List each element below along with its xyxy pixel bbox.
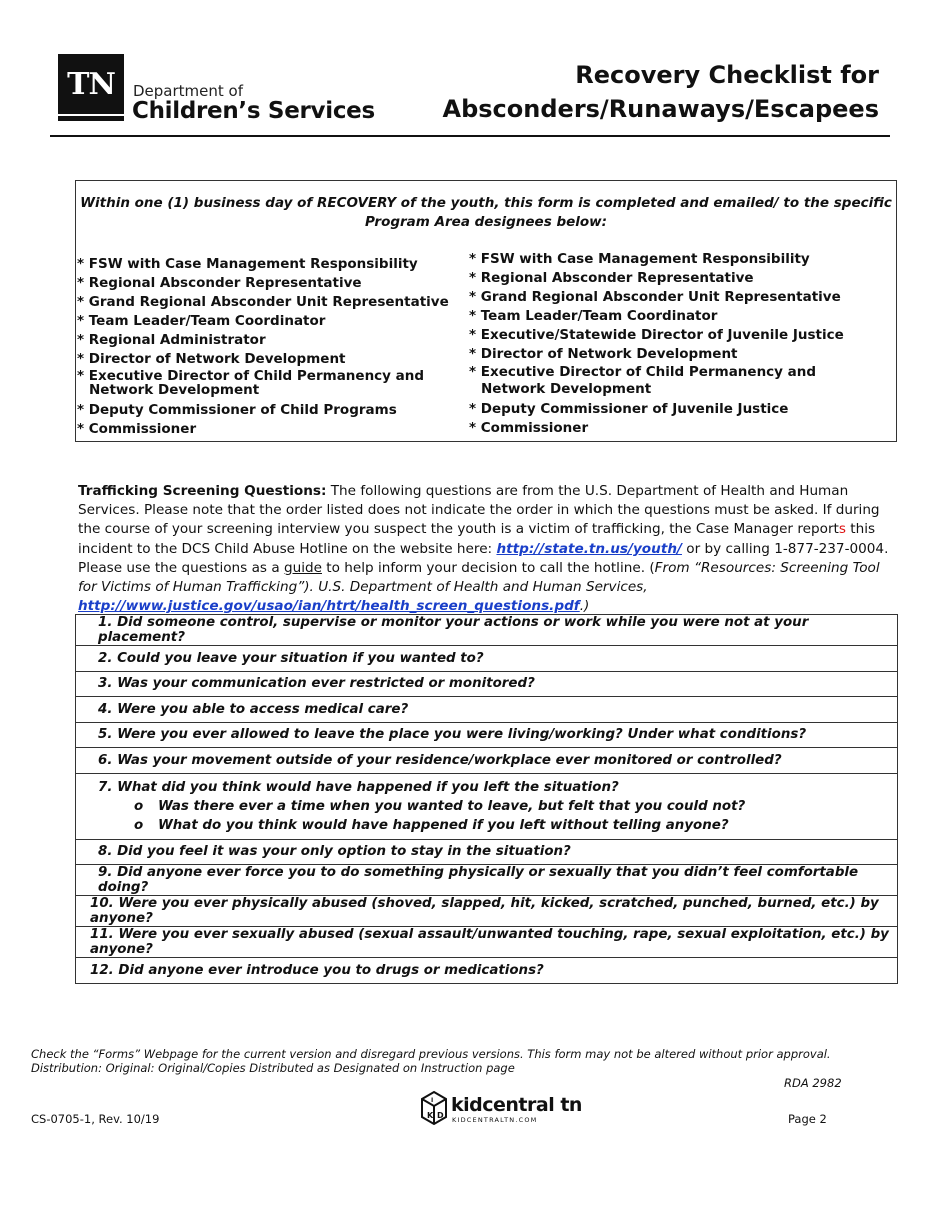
table-row <box>76 671 898 697</box>
trafficking-text-1: The following questions are from the U.S. Department of Health and Human Services. Please note that the order listed does not indicate the order in which the questions must be asked. If during the course of your screening interview you suspect the youth is a victim of trafficking, the Case Manager report <box>78 483 880 538</box>
table-row <box>76 865 898 896</box>
citation-text: From “Resources: Screening Tool for Victims of Human Trafficking”). U.S. Department of Health and Human Services, <box>78 559 880 596</box>
list-item: * Commissioner <box>77 421 197 437</box>
table-row <box>76 615 898 646</box>
footer-note-line-2: Distribution: Original: Original/Copies Distributed as Designated on Instruction page <box>31 1061 515 1075</box>
trafficking-text-2: this incident to the DCS Child Abuse Hotline on the website here: <box>78 521 876 557</box>
list-item: * Team Leader/Team Coordinator <box>469 308 718 324</box>
list-item: Network Development <box>481 381 652 397</box>
table-row <box>76 896 898 927</box>
question-7-main: 7. What did you think would have happened if you left the situation? <box>98 779 619 795</box>
svg-text:D: D <box>437 1111 444 1120</box>
table-row <box>76 958 898 984</box>
question-7-sub-b <box>98 816 897 835</box>
list-item: Network Development <box>89 382 260 398</box>
trafficking-text-4: to help inform your decision to call the hotline. ( <box>321 559 655 576</box>
bullet-icon: o <box>134 817 144 833</box>
list-item: * FSW with Case Management Responsibility <box>77 256 418 272</box>
table-row <box>76 748 898 774</box>
citation-end: .) <box>579 598 590 615</box>
list-item: * Grand Regional Absconder Unit Representative <box>469 289 841 305</box>
question-6: 6. Was your movement outside of your residence/workplace ever monitored or controlled? <box>76 748 898 774</box>
title-line-2: Absconders/Runaways/Escapees <box>442 95 879 123</box>
rda-number: RDA 2982 <box>784 1076 842 1090</box>
question-2: 2. Could you leave your situation if you wanted to? <box>76 646 898 672</box>
question-7 <box>76 773 898 839</box>
trafficking-text-red: s <box>838 521 846 538</box>
list-item: * Regional Absconder Representative <box>77 275 362 291</box>
list-item: * Regional Administrator <box>77 332 266 348</box>
question-10: 10. Were you ever physically abused (shoved, slapped, hit, kicked, scratched, punched, burned, etc.) by anyone? <box>76 896 898 927</box>
list-item: * Director of Network Development <box>469 346 738 362</box>
list-item: * Executive Director of Child Permanency and <box>77 368 425 384</box>
dept-label-big: Children’s Services <box>132 98 375 124</box>
question-12: 12. Did anyone ever introduce you to drugs or medications? <box>76 958 898 984</box>
list-item: * Regional Absconder Representative <box>469 270 754 286</box>
header-divider <box>50 135 890 137</box>
distribution-intro: Within one (1) business day of RECOVERY of the youth, this form is completed and emailed/ to the specific Program Area designees below: <box>80 195 892 230</box>
question-7-sub-a-text: Was there ever a time when you wanted to leave, but felt that you could not? <box>158 798 746 814</box>
kidcentral-url: KIDCENTRALTN.COM <box>452 1116 538 1124</box>
table-row <box>76 722 898 748</box>
question-5: 5. Were you ever allowed to leave the place you were living/working? Under what conditions? <box>76 722 898 748</box>
trafficking-text-3: or by calling 1-877-237-0004. Please use the questions as a <box>78 540 889 576</box>
svg-text:K: K <box>427 1111 434 1120</box>
table-row <box>76 646 898 672</box>
list-item: * Grand Regional Absconder Unit Representative <box>77 294 449 310</box>
question-4: 4. Were you able to access medical care? <box>76 697 898 723</box>
footer-note-line-1: Check the “Forms” Webpage for the current version and disregard previous versions. This form may not be altered without prior approval. <box>31 1047 831 1061</box>
distribution-list-left <box>77 255 449 439</box>
question-3: 3. Was your communication ever restricted or monitored? <box>76 671 898 697</box>
question-7-sub-b-text: What do you think would have happened if you left without telling anyone? <box>158 817 729 833</box>
form-number: CS-0705-1, Rev. 10/19 <box>31 1112 160 1126</box>
screening-questions-table <box>75 614 898 984</box>
trafficking-paragraph <box>78 482 893 616</box>
page-title <box>443 58 879 126</box>
question-11: 11. Were you ever sexually abused (sexual assault/unwanted touching, rape, sexual exploitation, etc.) by anyone? <box>76 927 898 958</box>
health-screen-link[interactable]: http://www.justice.gov/usao/ian/htrt/health_screen_questions.pdf <box>78 598 580 615</box>
svg-text:I: I <box>431 1097 434 1104</box>
list-item: * Team Leader/Team Coordinator <box>77 313 326 329</box>
list-item: * Executive Director of Child Permanency and <box>469 364 817 380</box>
question-9: 9. Did anyone ever force you to do something physically or sexually that you didn’t feel comfortable doing? <box>76 865 898 896</box>
guide-text: guide <box>283 559 322 576</box>
tn-logo-box: TN <box>58 54 124 114</box>
footer-note <box>31 1047 831 1075</box>
tn-logo-bar <box>58 116 124 121</box>
kidcentral-name: kidcentral tn <box>451 1094 582 1116</box>
dept-label-small: Department of <box>133 82 243 100</box>
table-row <box>76 927 898 958</box>
youth-link[interactable]: http://state.tn.us/youth/ <box>496 540 682 557</box>
question-1: 1. Did someone control, supervise or monitor your actions or work while you were not at your placement? <box>76 615 898 646</box>
list-item: * Deputy Commissioner of Juvenile Justice <box>469 401 789 417</box>
list-item: * FSW with Case Management Responsibility <box>469 251 810 267</box>
list-item: * Deputy Commissioner of Child Programs <box>77 402 397 418</box>
kidcentral-cube-icon <box>420 1090 448 1126</box>
question-7-sub-a <box>98 797 897 816</box>
table-row <box>76 697 898 723</box>
list-item: * Executive/Statewide Director of Juvenile Justice <box>469 327 844 343</box>
bullet-icon: o <box>134 798 144 814</box>
page-number: Page 2 <box>788 1112 827 1126</box>
question-8: 8. Did you feel it was your only option to stay in the situation? <box>76 839 898 865</box>
distribution-list-right <box>469 250 844 438</box>
table-row <box>76 839 898 865</box>
trafficking-heading: Trafficking Screening Questions: <box>78 483 327 499</box>
title-line-1: Recovery Checklist for <box>575 61 879 89</box>
list-item: * Director of Network Development <box>77 351 346 367</box>
table-row <box>76 773 898 839</box>
list-item: * Commissioner <box>469 420 589 436</box>
